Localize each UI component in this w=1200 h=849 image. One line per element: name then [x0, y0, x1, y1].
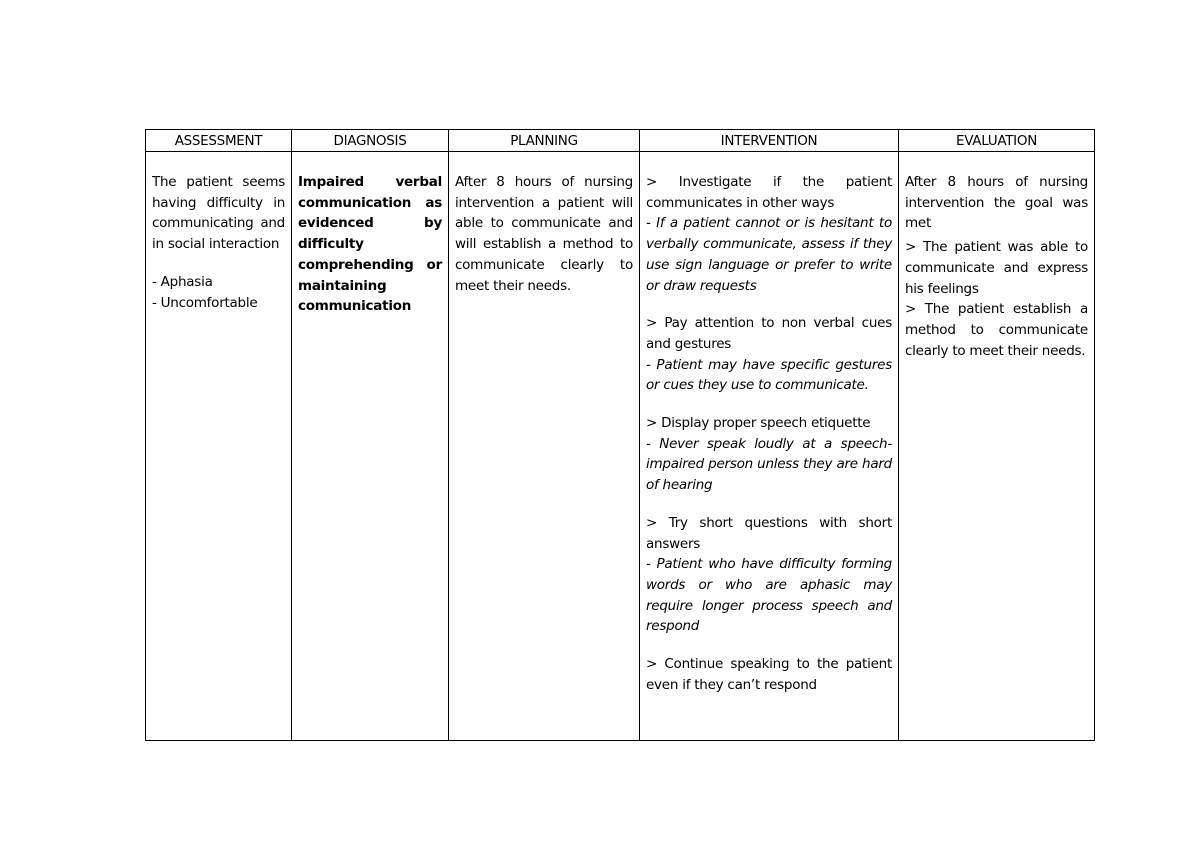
intervention-action: > Display proper speech etiquette [646, 415, 871, 432]
header-row [146, 130, 1095, 152]
nursing-care-plan-table [145, 129, 1095, 741]
intervention-rationale: - Never speak loudly at a speech-impaired person unless they are hard of hearing [646, 435, 892, 494]
header-assessment: ASSESSMENT [146, 130, 292, 152]
evaluation-intro: After 8 hours of nursing intervention the goal was met [905, 174, 1088, 232]
assessment-item: - Uncomfortable [152, 294, 258, 311]
header-evaluation: EVALUATION [899, 130, 1095, 152]
intervention-rationale: - If a patient cannot or is hesitant to verbally communicate, assess if they use sign language or prefer to write or draw requests [646, 215, 892, 294]
diagnosis-cell [292, 152, 449, 741]
planning-text: After 8 hours of nursing intervention a patient will able to communicate and will establish a method to communicate clearly to meet their needs. [455, 174, 633, 294]
diagnosis-text: Impaired verbal communication as evidenced by difficulty comprehending or maintaining communication [298, 174, 442, 315]
planning-cell [449, 152, 640, 741]
intervention-cell [640, 152, 899, 741]
assessment-text: The patient seems having difficulty in communicating and in social interaction [152, 174, 285, 253]
assessment-item: - Aphasia [152, 273, 213, 290]
evaluation-cell [899, 152, 1095, 741]
intervention-action: > Investigate if the patient communicates in other ways [646, 174, 892, 211]
intervention-action: > Try short questions with short answers [646, 514, 892, 552]
header-intervention: INTERVENTION [640, 130, 899, 152]
care-plan-row [146, 152, 1095, 741]
intervention-action: > Continue speaking to the patient even if they can’t respond [646, 656, 892, 693]
intervention-rationale: - Patient who have difficulty forming words or who are aphasic may require longer process speech and respond [646, 556, 892, 635]
header-diagnosis: DIAGNOSIS [292, 130, 449, 152]
intervention-rationale: - Patient may have specific gestures or cues they use to communicate. [646, 356, 892, 394]
header-planning: PLANNING [449, 130, 640, 152]
evaluation-item: > The patient was able to communicate and express his feelings [905, 239, 1088, 297]
evaluation-item: > The patient establish a method to communicate clearly to meet their needs. [905, 301, 1088, 359]
assessment-cell [146, 152, 292, 741]
intervention-action: > Pay attention to non verbal cues and gestures [646, 315, 892, 352]
